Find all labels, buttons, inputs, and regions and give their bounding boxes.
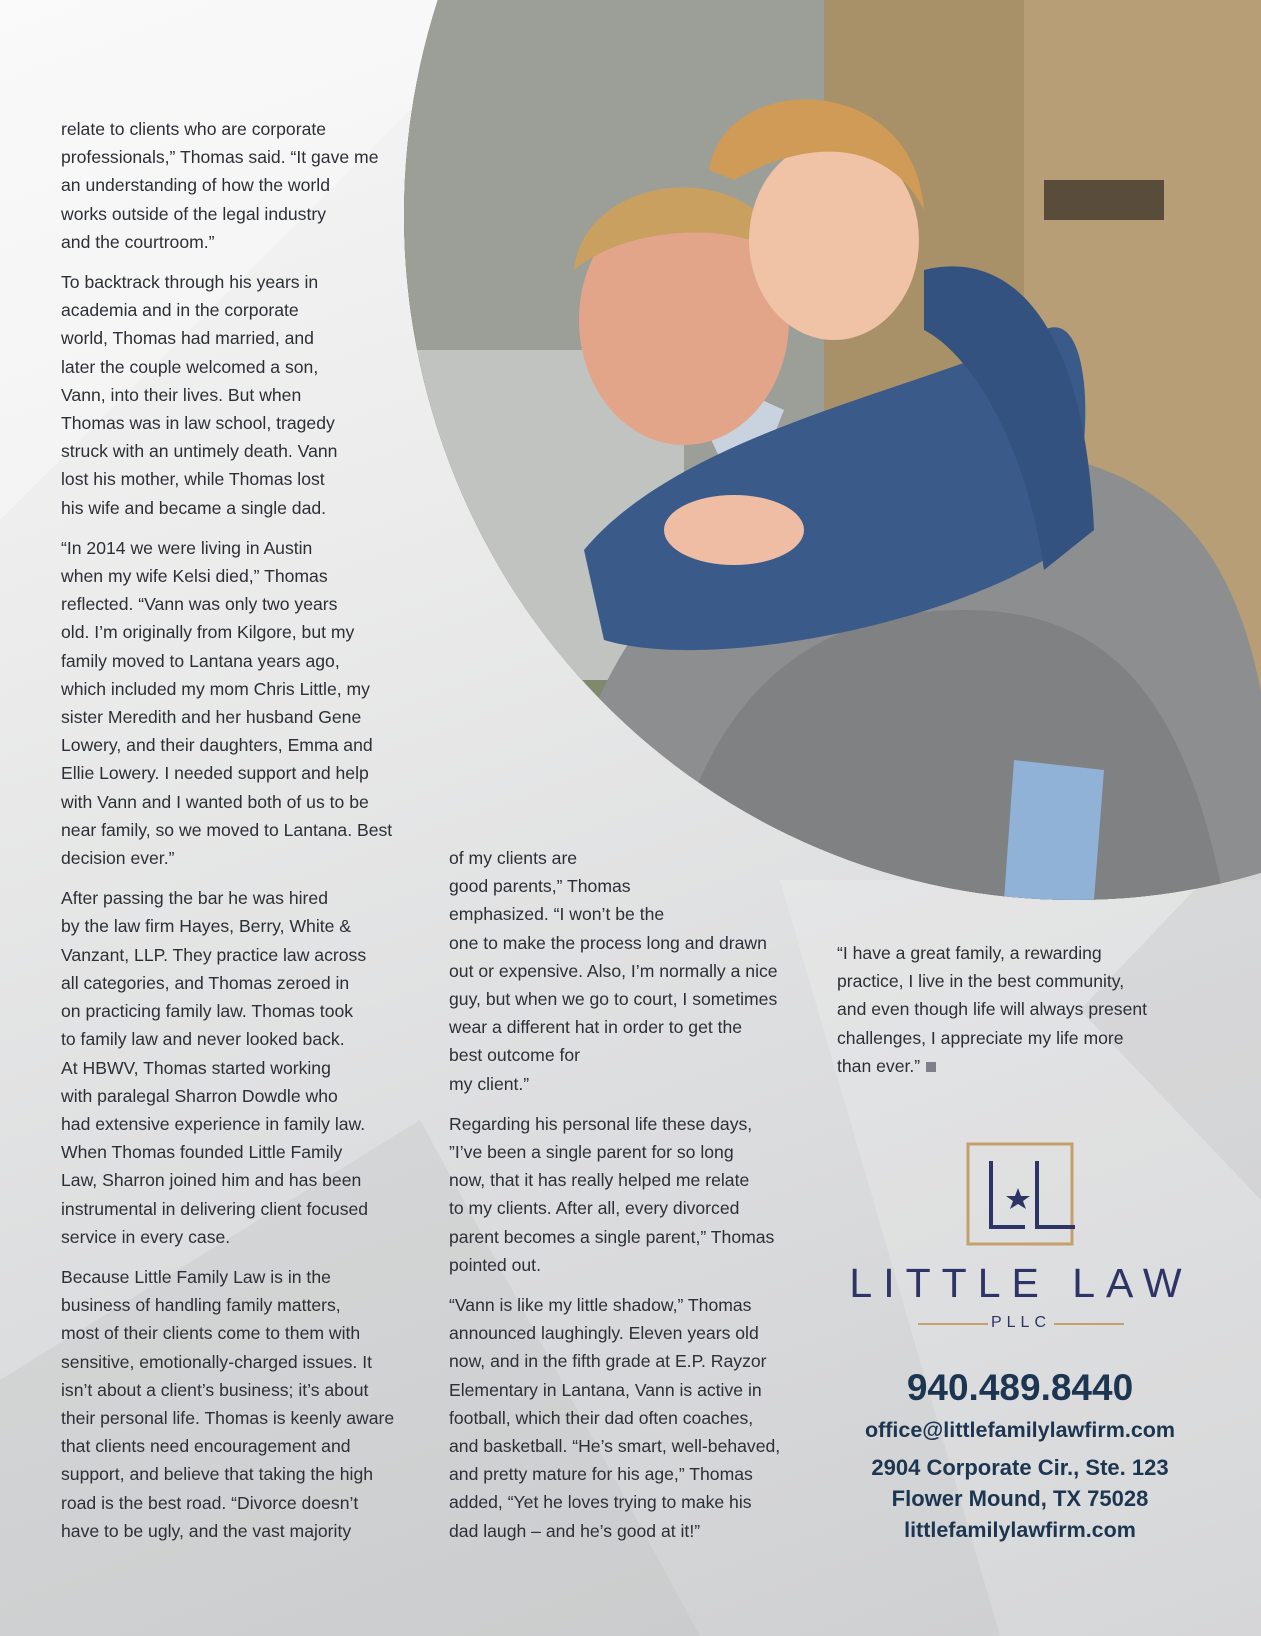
paragraph: To backtrack through his years in academia and in the corporate world, Thomas had married, and later the couple welcomed a son, Vann, into their lives. But when Thomas was in law school, tragedy struck with an untimely death. Vann lost his mother, while Thomas lost his wife and became a single dad. <box>61 272 338 518</box>
family-photo <box>404 0 1261 900</box>
end-of-article-mark-icon <box>926 1062 936 1072</box>
phone-number: 940.489.8440 <box>906 1367 1134 1408</box>
address-line-2: Flower Mound, TX 75028 <box>891 1486 1149 1511</box>
paragraph: Regarding his personal life these days, ”I’ve been a single parent for so long now, that it has really helped me relate to my clients. After all, every divorced parent becomes a single parent,” Thomas pointed out. <box>449 1113 775 1275</box>
paragraph: relate to clients who are corporate professionals,” Thomas said. “It gave me an understanding of how the world works outside of the legal industry and the courtroom.” <box>61 119 379 252</box>
address-line-1: 2904 Corporate Cir., Ste. 123 <box>871 1455 1169 1480</box>
email-address: office@littlefamilylawfirm.com <box>864 1418 1176 1442</box>
paragraph: Because Little Family Law is in the business of handling family matters, most of their clients come to them with sensitive, emotionally-charged issues. It isn’t about a client’s business; it’s about their personal life. Thomas is keenly aware that clients need encouragement and support, and believe that taking the high road is the best road. “Divorce doesn’t have to be ugly, and the vast majority <box>61 1266 395 1541</box>
firm-name: LITTLE LAW <box>849 1260 1193 1306</box>
paragraph: “Vann is like my little shadow,” Thomas announced laughingly. Eleven years old now, and in the fifth grade at E.P. Rayzor Elementary in Lantana, Vann is active in football, which their dad often coaches, and basketball. “He’s smart, well-behaved, and pretty mature for his age,” Thomas added, “Yet he loves trying to make his dad laugh – and he’s good at it!” <box>449 1295 781 1541</box>
paragraph: After passing the bar he was hired by the law firm Hayes, Berry, White & Vanzant, LLP. They practice law across all categories, and Thomas zeroed in on practicing family law. Thomas took to family law and never looked back. At HBWV, Thomas started working with paralegal Sharron Dowdle who had extensive experience in family law. When Thomas founded Little Family Law, Sharron joined him and has been instrumental in delivering client focused service in every case. <box>61 888 369 1247</box>
little-law-logo <box>846 1141 1196 1331</box>
article-column-3 <box>837 939 1197 1092</box>
article-column-1 <box>61 115 431 1557</box>
divider-right <box>1054 1323 1124 1325</box>
website-url: littlefamilylawfirm.com <box>904 1518 1136 1542</box>
firm-suffix: PLLC <box>990 1314 1052 1331</box>
father-son-photo-icon <box>404 0 1261 900</box>
paragraph: of my clients are good parents,” Thomas emphasized. “I won’t be the one to make the process long and drawn out or expensive. Also, I’m normally a nice guy, but when we go to court, I sometimes wear a different hat in order to get the best outcome for my client.” <box>449 848 778 1094</box>
ll-star-monogram-icon <box>965 1141 1075 1251</box>
street-address <box>820 1452 1220 1514</box>
closing-quote: “I have a great family, a rewarding practice, I live in the best community, and even though life will always present challenges, I appreciate my life more than ever.” <box>837 943 1148 1076</box>
article-column-2 <box>449 844 819 1557</box>
paragraph: “In 2014 we were living in Austin when my wife Kelsi died,” Thomas reflected. “Vann was only two years old. I’m originally from Kilgore, but my family moved to Lantana years ago, which included my mom Chris Little, my sister Meredith and her husband Gene Lowery, and their daughters, Emma and Ellie Lowery. I needed support and help with Vann and I wanted both of us to be near family, so we moved to Lantana. Best decision ever.” <box>61 537 393 869</box>
